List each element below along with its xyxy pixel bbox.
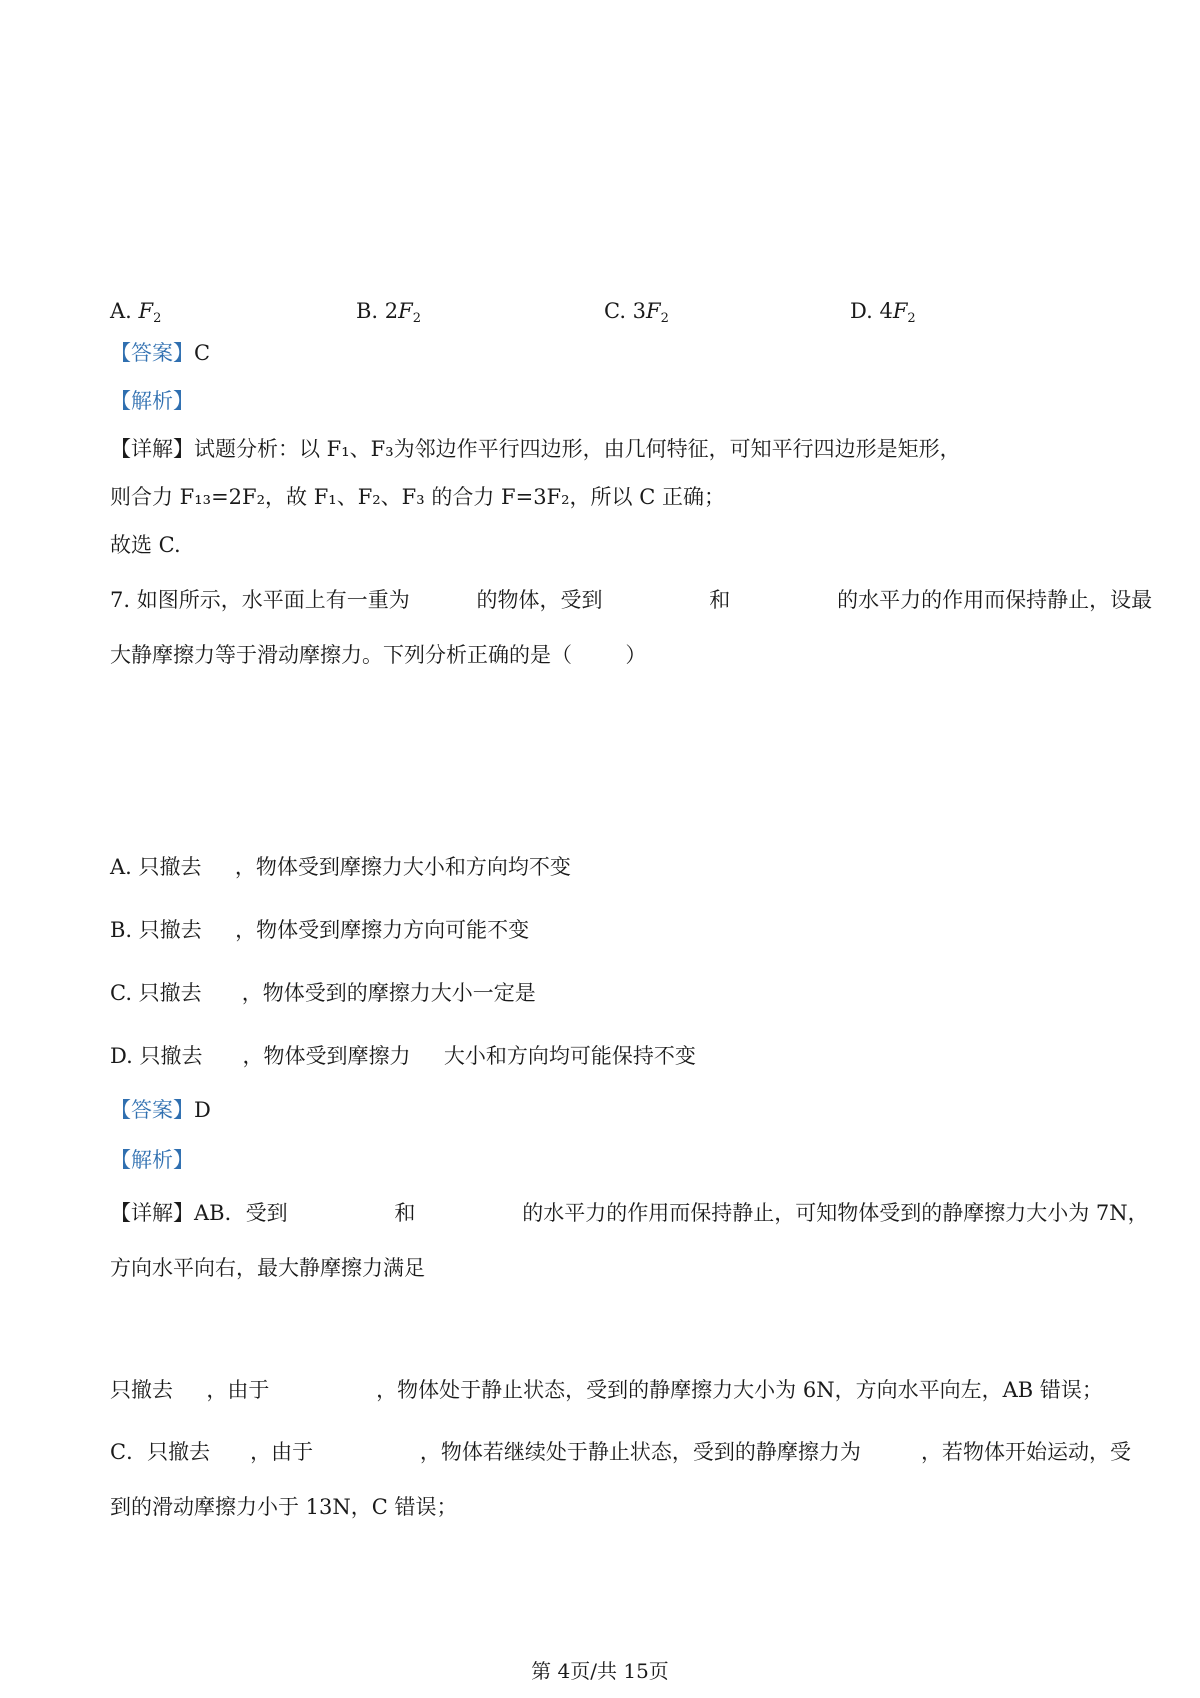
q6-option-b: B. $2F_2$ xyxy=(356,299,422,326)
answer-label: 【答案】 xyxy=(110,1098,194,1122)
q7-detail-line-1: 【详解】AB．受到 和 的水平力的作用而保持静止，可知物体受到的静摩擦力大小为 7N， xyxy=(110,1201,1149,1225)
q7-answer: 【答案】D xyxy=(110,1098,211,1122)
q7-detail-line-2: 方向水平向右，最大静摩擦力满足 xyxy=(110,1256,425,1280)
q7-stem-line-2: 大静摩擦力等于滑动摩擦力。下列分析正确的是（ ） xyxy=(110,643,647,667)
q6-option-a: A. $F_2$ xyxy=(110,299,162,326)
answer-label: 【答案】 xyxy=(110,341,194,365)
q7-option-d: D. 只撤去 ，物体受到摩擦力 大小和方向均可能保持不变 xyxy=(110,1044,696,1068)
detail-label: 【详解】 xyxy=(110,437,194,461)
q7-para-ab: 只撤去 ，由于 ，物体处于静止状态，受到的静摩擦力大小为 6N，方向水平向左，AB 错误； xyxy=(110,1378,1103,1402)
detail-label: 【详解】 xyxy=(110,1201,194,1225)
q6-option-d: D. $4F_2$ xyxy=(850,299,916,326)
q6-analysis-label: 【解析】 xyxy=(110,389,194,413)
q7-option-c: C. 只撤去 ，物体受到的摩擦力大小一定是 xyxy=(110,981,536,1005)
q6-answer: 【答案】C xyxy=(110,341,211,365)
q7-option-a: A. 只撤去 ，物体受到摩擦力大小和方向均不变 xyxy=(110,855,571,879)
q7-analysis-label: 【解析】 xyxy=(110,1148,194,1172)
q7-option-b: B. 只撤去 ，物体受到摩擦力方向可能不变 xyxy=(110,918,530,942)
q7-para-c-line-1: C．只撤去 ，由于 ，物体若继续处于静止状态，受到的静摩擦力为 ，若物体开始运动，受 xyxy=(110,1440,1131,1464)
q6-detail-line-2: 则合力 F₁₃=2F₂，故 F₁、F₂、F₃ 的合力 F=3F₂，所以 C 正确； xyxy=(110,485,725,509)
q6-option-c: C. $3F_2$ xyxy=(604,299,669,326)
q7-stem-line-1: 7. 如图所示，水平面上有一重为 的物体，受到 和 的水平力的作用而保持静止，设最 xyxy=(110,588,1153,612)
q6-detail-line-3: 故选 C. xyxy=(110,533,181,557)
q6-detail-line-1: 【详解】试题分析：以 F₁、F₃为邻边作平行四边形，由几何特征，可知平行四边形是矩形， xyxy=(110,437,961,461)
page-number: 第 4页/共 15页 xyxy=(531,1659,669,1683)
q7-para-c-line-2: 到的滑动摩擦力小于 13N，C 错误； xyxy=(110,1495,458,1519)
